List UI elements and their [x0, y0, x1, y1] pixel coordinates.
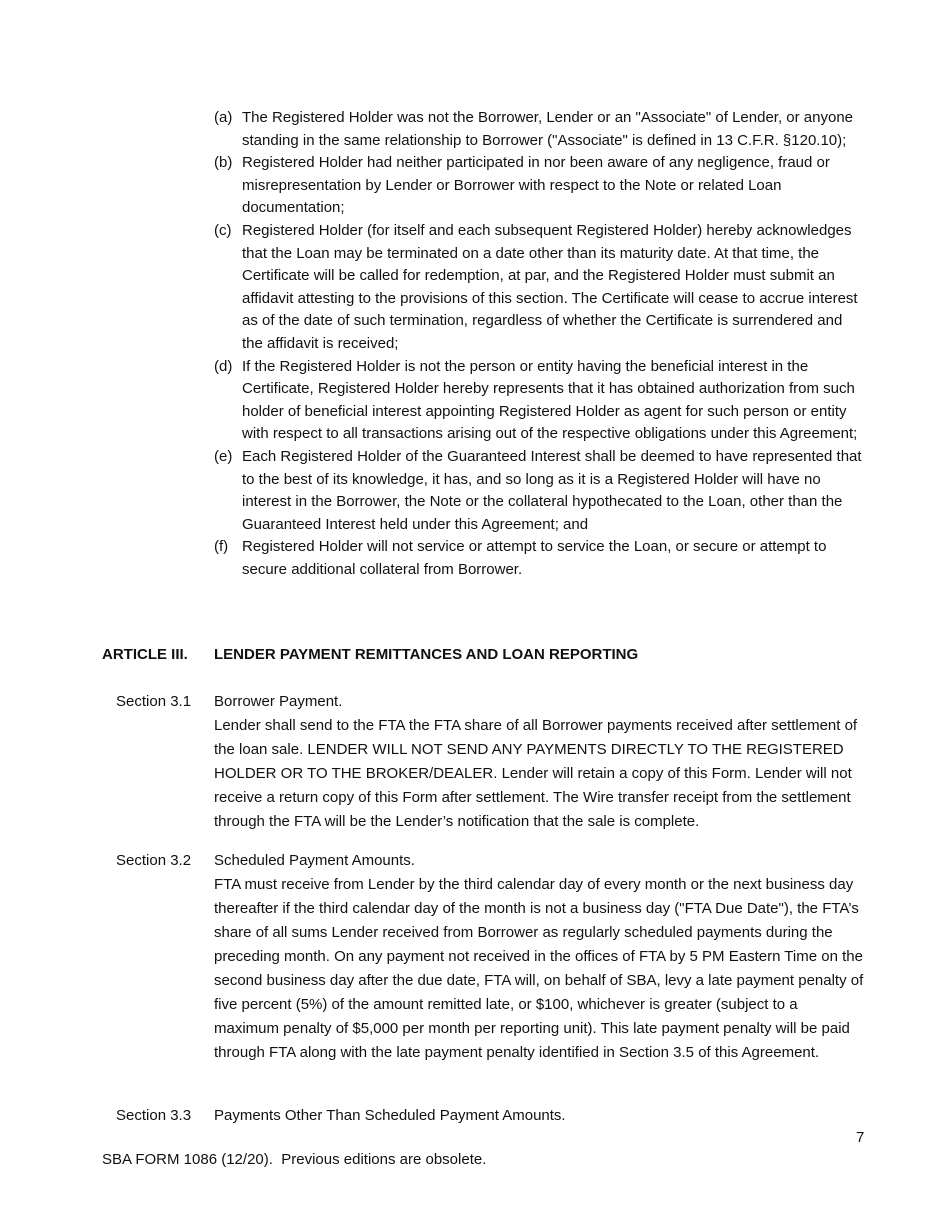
section-3-1 [116, 690, 866, 834]
section-3-2 [116, 849, 866, 1065]
section-body: FTA must receive from Lender by the third calendar day of every month or the next business day thereafter if the third calendar day of the month is not a business day ("FTA Due Date"), the FTA’s share of all sums Lender received from Borrower as regularly scheduled payments during the preceding month. On any payment not received in the offices of FTA by 5 PM Eastern Time on the second business day after the due date, FTA will, on behalf of SBA, levy a late payment penalty of five percent (5%) of the amount remitted late, or $100, whichever is greater (subject to a maximum penalty of $5,000 per month per reporting unit). This late payment penalty will be paid through FTA along with the late payment penalty identified in Section 3.5 of this Agreement. [214, 876, 864, 1061]
list-item [214, 107, 864, 152]
list-item-text: The Registered Holder was not the Borrower, Lender or an "Associate" of Lender, or anyone standing in the same relationship to Borrower ("Associate" is defined in 13 C.F.R. §120.10); [242, 109, 854, 149]
list-item-letter: (f) [214, 538, 229, 556]
list-item-letter: (e) [214, 447, 233, 465]
list-item [214, 152, 864, 220]
section-number: Section 3.2 [116, 852, 192, 869]
page-number: 7 [856, 1129, 865, 1146]
list-item [214, 356, 864, 446]
list-item-letter: (a) [214, 109, 233, 126]
section-number: Section 3.1 [116, 693, 192, 710]
article-number: ARTICLE III. [102, 646, 188, 663]
list-item-letter: (c) [214, 221, 232, 239]
list-item [214, 220, 864, 356]
footer-text: SBA FORM 1086 (12/20). Previous editions are obsolete. [102, 1151, 487, 1168]
section-number: Section 3.3 [116, 1107, 192, 1124]
list-item-letter: (b) [214, 154, 233, 172]
lettered-list [214, 107, 864, 581]
list-item-text: Each Registered Holder of the Guaranteed Interest shall be deemed to have represented that to the best of its knowledge, it has, and so long as it is a Registered Holder will have no interest in the Borrower, the Note or the collateral hypothecated to the Loan, other than the Guaranteed Interest held under this Agreement; and [242, 447, 862, 533]
section-title: Scheduled Payment Amounts. [214, 852, 415, 869]
list-item-letter: (d) [214, 357, 233, 375]
list-item-text: If the Registered Holder is not the person or entity having the beneficial interest in the Certificate, Registered Holder hereby represents that it has obtained authorization from such holder of beneficial interest appointing Registered Holder as agent for such person or entity with respect to all transactions arising out of the respective obligations under this Agreement; [242, 357, 858, 443]
list-item [214, 536, 864, 581]
section-3-3 [116, 1104, 866, 1128]
list-item [214, 446, 864, 536]
list-item-text: Registered Holder will not service or attempt to service the Loan, or secure or attempt to secure additional collateral from Borrower. [242, 538, 827, 578]
list-item-text: Registered Holder had neither participated in nor been aware of any negligence, fraud or misrepresentation by Lender or Borrower with respect to the Note or related Loan documentation; [242, 154, 830, 217]
list-item-text: Registered Holder (for itself and each subsequent Registered Holder) hereby acknowledges that the Loan may be terminated on a date other than its maturity date. At that time, the Certificate will be called for redemption, at par, and the Registered Holder must submit an affidavit attesting to the provisions of this section. The Certificate will cease to accrue interest as of the date of such termination, regardless of whether the Certificate is surrendered and the affidavit is received; [242, 221, 858, 352]
section-title: Payments Other Than Scheduled Payment Amounts. [214, 1107, 566, 1124]
section-body: Lender shall send to the FTA the FTA share of all Borrower payments received after settlement of the loan sale. LENDER WILL NOT SEND ANY PAYMENTS DIRECTLY TO THE REGISTERED HOLDER OR TO THE BROKER/DEALER. Lender will retain a copy of this Form. Lender will not receive a return copy of this Form after settlement. The Wire transfer receipt from the settlement through the FTA will be the Lender’s notification that the sale is complete. [214, 717, 858, 830]
section-title: Borrower Payment. [214, 693, 343, 710]
article-title: LENDER PAYMENT REMITTANCES AND LOAN REPORTING [214, 646, 639, 663]
